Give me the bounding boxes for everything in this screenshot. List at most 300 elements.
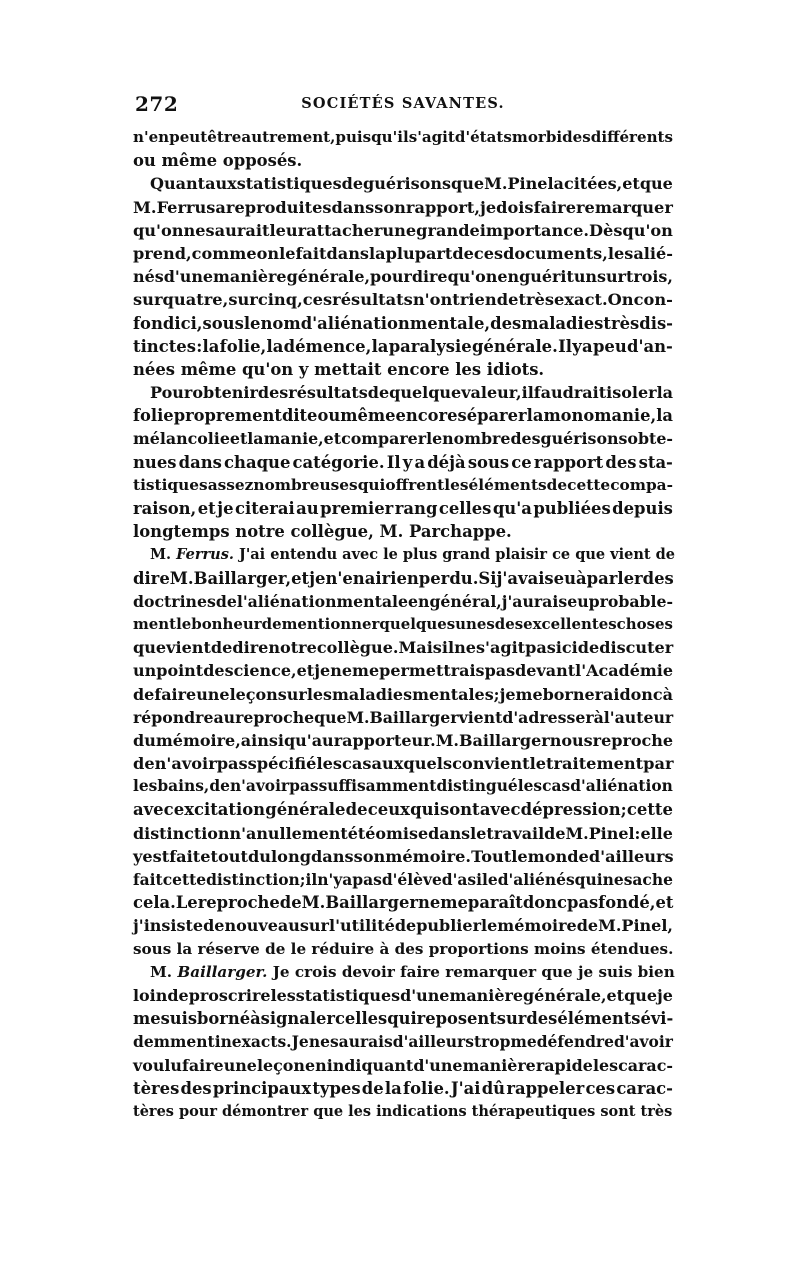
word: le xyxy=(529,754,547,774)
word: de xyxy=(215,591,237,611)
word: un xyxy=(573,267,597,287)
word: n'en xyxy=(325,568,365,588)
word: rapide xyxy=(535,1055,593,1075)
word: été xyxy=(347,823,376,843)
text-line xyxy=(133,219,673,242)
word: sta- xyxy=(638,452,673,472)
text-line xyxy=(133,1077,673,1100)
word: parler xyxy=(586,568,643,588)
word: loin xyxy=(133,985,168,1005)
word: de xyxy=(345,800,368,820)
word: discuter xyxy=(599,638,674,658)
text-line xyxy=(133,172,673,195)
word: par xyxy=(643,754,674,774)
word: me xyxy=(133,1009,161,1029)
word: la xyxy=(369,243,386,263)
word: quelque xyxy=(389,383,462,403)
word: qu'au xyxy=(283,730,334,750)
word: manière xyxy=(462,1055,536,1075)
word: y xyxy=(133,846,143,866)
word: générale, xyxy=(523,985,607,1005)
word: collègue. xyxy=(316,638,399,658)
word: Ferrus xyxy=(156,197,216,217)
word: n'y xyxy=(317,870,343,889)
word: qu'on xyxy=(447,267,498,287)
word: j'insiste xyxy=(133,916,204,936)
word: morbides xyxy=(511,128,591,146)
word: d'ailleurs xyxy=(392,1032,474,1052)
line-text: longtemps notre collègue, M. Parchappe. xyxy=(133,522,512,542)
word: sur xyxy=(277,684,307,704)
word: vient xyxy=(166,638,211,658)
word: est xyxy=(142,846,170,866)
word: distinction xyxy=(133,823,230,843)
word: obtenir xyxy=(192,383,258,403)
word: puisqu'il xyxy=(335,128,409,146)
word: paraît xyxy=(467,893,523,913)
word: ne xyxy=(308,1032,330,1052)
text-line xyxy=(133,358,673,381)
word: résultats xyxy=(332,290,413,310)
word: reproche xyxy=(235,707,315,727)
word: d'adresser xyxy=(502,707,594,727)
line-text: Je crois devoir faire remarquer que je suis bien xyxy=(267,962,675,981)
word: séparer xyxy=(457,406,527,426)
word: me xyxy=(510,1032,537,1052)
word: ce xyxy=(511,452,532,472)
word: proprement xyxy=(173,406,282,426)
word: et xyxy=(197,499,216,518)
word: ainsi xyxy=(240,730,284,750)
word: ne xyxy=(183,220,206,240)
text-line xyxy=(133,868,673,891)
word: travail xyxy=(486,823,545,843)
word: unes xyxy=(455,614,495,633)
word: M. xyxy=(484,174,508,194)
word: remarquer xyxy=(576,197,673,217)
word: ai xyxy=(364,568,382,588)
word: compa- xyxy=(610,475,673,494)
word: les xyxy=(444,475,469,494)
word: doctrines xyxy=(133,591,216,611)
word: des xyxy=(494,614,524,633)
word: que xyxy=(624,985,657,1005)
word: prend, xyxy=(133,243,192,263)
word: ment xyxy=(133,614,177,633)
word: cas xyxy=(342,754,372,774)
word: le xyxy=(481,916,498,936)
word: a xyxy=(342,870,353,889)
word: bornerai xyxy=(542,684,620,704)
word: indiquant xyxy=(326,1055,414,1075)
word: une xyxy=(223,1055,257,1075)
word: qui xyxy=(410,800,440,820)
word: demment xyxy=(133,1032,215,1052)
word: n'ont xyxy=(412,290,460,310)
word: une xyxy=(382,220,417,240)
word: nues xyxy=(133,452,177,472)
word: citées, xyxy=(563,174,623,194)
running-head xyxy=(133,92,673,126)
word: générale, xyxy=(286,267,371,287)
word: omise xyxy=(375,823,429,843)
word: auxquels xyxy=(371,754,453,774)
text-line xyxy=(133,1007,673,1030)
word: de xyxy=(203,916,225,936)
word: manie, xyxy=(263,429,324,449)
word: les xyxy=(133,777,158,796)
word: n'avoir xyxy=(154,754,217,774)
word: que xyxy=(451,174,485,194)
word: spécifié xyxy=(247,754,317,774)
word: sous xyxy=(467,452,510,472)
word: du xyxy=(133,730,156,750)
word: de xyxy=(210,638,233,658)
word: citerai xyxy=(234,499,295,518)
word: ne xyxy=(602,870,624,889)
word: je xyxy=(309,568,326,588)
speaker-name: Ferrus. xyxy=(176,546,234,564)
word: probable- xyxy=(588,591,674,611)
word: pas xyxy=(484,661,516,681)
word: alié- xyxy=(633,243,673,263)
word: traitement xyxy=(546,754,644,774)
word: exact. xyxy=(554,290,608,310)
word: assez xyxy=(207,475,254,494)
word: dans xyxy=(331,197,375,217)
word: ici, xyxy=(174,313,203,333)
word: des xyxy=(526,1009,558,1029)
word: monde xyxy=(527,846,589,866)
word: me xyxy=(515,684,543,704)
text-line xyxy=(133,752,673,775)
word: folie. xyxy=(403,1078,450,1098)
text-line xyxy=(133,404,673,427)
word: différents xyxy=(590,128,673,146)
text-line xyxy=(133,474,673,497)
word: a xyxy=(582,336,593,356)
line-text: J'ai entendu avec le plus grand plaisir ce que vient de xyxy=(233,546,675,564)
word: Pinel xyxy=(588,823,635,843)
word: Si xyxy=(478,568,497,588)
word: guérisons xyxy=(540,429,628,449)
word: types xyxy=(312,1078,361,1098)
word: tères xyxy=(133,1078,180,1098)
word: Tout xyxy=(471,846,512,866)
word: ces xyxy=(585,1078,616,1098)
word: la xyxy=(247,429,264,449)
word: générale xyxy=(265,800,346,820)
word: paralysie xyxy=(388,336,472,356)
word: Baillarger xyxy=(458,730,550,750)
word: être xyxy=(207,128,242,146)
text-line xyxy=(133,683,673,706)
word: manière xyxy=(449,985,523,1005)
word: mélancolie xyxy=(133,429,230,449)
word: qui xyxy=(387,1009,417,1029)
text-line xyxy=(133,1054,673,1077)
word: de xyxy=(546,475,568,494)
word: suffisamment xyxy=(318,777,437,796)
word: folie xyxy=(133,406,174,426)
text-line xyxy=(133,636,673,659)
word: évi- xyxy=(640,1009,674,1029)
word: guérit xyxy=(519,267,574,287)
text-line xyxy=(133,775,673,798)
word: les xyxy=(306,684,333,704)
word: de xyxy=(361,1078,384,1098)
word: maladies xyxy=(521,313,604,333)
word: Baillarger xyxy=(325,893,418,913)
word: son xyxy=(374,197,406,217)
word: avec xyxy=(479,800,521,820)
word: ne xyxy=(330,661,352,681)
word: n'avoir xyxy=(229,777,290,796)
word: ces xyxy=(302,290,333,310)
word: reposent xyxy=(416,1009,497,1029)
word: de xyxy=(496,290,519,310)
word: des xyxy=(510,429,541,449)
word: voulu xyxy=(133,1055,182,1075)
word: tistiques xyxy=(133,475,208,494)
word: aux xyxy=(205,174,237,194)
word: folie, xyxy=(219,336,267,356)
word: résultats xyxy=(288,383,368,403)
text-line xyxy=(133,961,673,984)
word: donc xyxy=(522,893,567,913)
word: d'une xyxy=(400,985,450,1005)
word: celles xyxy=(334,1009,388,1029)
word: eu xyxy=(553,568,577,588)
word: des xyxy=(642,568,674,588)
word: d'états xyxy=(454,128,512,146)
line-text: ou même opposés. xyxy=(133,151,303,171)
word: s'agit xyxy=(475,638,526,658)
word: a xyxy=(553,174,564,194)
word: rappeler xyxy=(506,1078,585,1098)
word: générale. xyxy=(471,336,558,356)
word: sur xyxy=(597,267,626,287)
word: mémoire, xyxy=(155,730,241,750)
text-line xyxy=(133,427,673,450)
word: je xyxy=(499,684,516,704)
word: maladies xyxy=(332,684,413,704)
word: d'une xyxy=(413,1055,463,1075)
word: dire xyxy=(411,267,448,287)
text-line xyxy=(133,891,673,914)
paragraph xyxy=(133,961,673,1123)
word: dépression; xyxy=(520,800,627,820)
running-title: SOCIÉTÉS SAVANTES. xyxy=(301,95,505,112)
text-line xyxy=(133,914,673,937)
word: dite xyxy=(281,406,318,426)
word: même xyxy=(340,406,396,426)
word: ne xyxy=(417,893,441,913)
word: comme xyxy=(191,243,257,263)
word: borné xyxy=(197,1009,251,1029)
word: les xyxy=(517,777,543,796)
word: perdu. xyxy=(418,568,479,588)
word: cette xyxy=(567,475,611,494)
word: à xyxy=(593,707,604,727)
word: dans xyxy=(428,823,471,843)
word: au xyxy=(296,499,319,518)
word: éléments xyxy=(557,1009,641,1029)
word: tout xyxy=(210,846,248,866)
word: la xyxy=(656,383,674,403)
word: peut xyxy=(169,128,208,146)
word: proscrire xyxy=(188,985,271,1005)
word: long xyxy=(271,846,312,866)
word: de xyxy=(341,174,364,194)
word: très xyxy=(603,313,640,333)
word: fond xyxy=(133,313,175,333)
word: le xyxy=(511,846,528,866)
word: raison, xyxy=(133,499,197,518)
word: Il xyxy=(386,452,401,472)
word: distinction; xyxy=(206,870,306,889)
word: sur xyxy=(133,290,163,310)
word: je xyxy=(314,661,331,681)
word: Pour xyxy=(150,383,193,403)
paragraph xyxy=(133,543,673,960)
word: s'agit xyxy=(408,128,455,146)
word: : xyxy=(634,823,641,843)
word: la xyxy=(202,336,220,356)
word: son xyxy=(353,846,386,866)
word: du xyxy=(248,846,272,866)
word: la xyxy=(371,336,389,356)
text-line xyxy=(133,312,673,335)
word: il xyxy=(305,870,318,889)
word: de xyxy=(452,243,474,263)
word: reproche xyxy=(592,730,674,750)
text-line xyxy=(133,845,673,868)
word: peu xyxy=(592,336,627,356)
word: chaque xyxy=(224,452,291,472)
text-line xyxy=(133,590,673,613)
word: plupart xyxy=(385,243,453,263)
word: ne xyxy=(454,638,476,658)
word: me xyxy=(440,893,468,913)
word: reproduites xyxy=(225,197,332,217)
text-line xyxy=(133,520,673,543)
word: leçon xyxy=(229,684,278,704)
word: dans xyxy=(178,452,222,472)
word: M. xyxy=(346,707,370,727)
line-text: tères pour démontrer que les indications thérapeutiques sont très xyxy=(133,1102,673,1120)
line-text: sous la réserve de le réduire à des proportions moins étendues. xyxy=(133,939,674,958)
word: Baillarger xyxy=(369,707,459,727)
word: le xyxy=(426,429,443,449)
word: faite xyxy=(169,846,211,866)
word: publier xyxy=(416,916,481,936)
word: dois xyxy=(496,197,534,217)
word: tinctes xyxy=(133,336,196,356)
word: que xyxy=(133,638,167,658)
word: le xyxy=(470,823,487,843)
word: fait xyxy=(295,243,327,263)
word: la xyxy=(656,406,673,426)
word: d'asile xyxy=(441,870,498,889)
word: la xyxy=(384,1078,402,1098)
word: rien xyxy=(459,290,497,310)
word: démence, xyxy=(283,336,372,356)
word: rapport, xyxy=(405,197,481,217)
word: premier xyxy=(320,499,394,518)
word: des xyxy=(257,383,289,403)
word: en xyxy=(408,591,430,611)
word: d'aliénation xyxy=(300,313,410,333)
word: ici xyxy=(555,638,578,658)
word: Pinel, xyxy=(621,916,673,936)
word: offrent xyxy=(385,475,445,494)
word: bonheur xyxy=(191,614,262,633)
word: On xyxy=(607,290,634,310)
word: reproche xyxy=(197,893,280,913)
word: l'auteur xyxy=(603,707,674,727)
word: cette xyxy=(162,870,207,889)
word: l'utilité xyxy=(329,916,395,936)
word: pas xyxy=(566,893,599,913)
text-line xyxy=(133,729,673,752)
text-line xyxy=(133,798,673,821)
word: à xyxy=(576,568,587,588)
word: a xyxy=(414,452,426,472)
word: vient xyxy=(458,707,503,727)
word: principaux xyxy=(212,1078,312,1098)
word: dans xyxy=(326,243,369,263)
paragraph xyxy=(133,381,673,543)
text-line xyxy=(133,659,673,682)
word: faudrait xyxy=(533,383,607,403)
text-line xyxy=(133,381,673,404)
word: Le xyxy=(175,893,198,913)
word: mémoire xyxy=(497,916,577,936)
text-line xyxy=(133,149,673,172)
word: des xyxy=(180,1078,212,1098)
text-line xyxy=(133,567,673,590)
word: mentales; xyxy=(412,684,500,704)
word: au xyxy=(213,707,236,727)
text-line xyxy=(133,613,673,636)
word: nullement xyxy=(256,823,348,843)
word: les xyxy=(316,754,343,774)
line-text: nées même qu'on y mettait encore les idiots. xyxy=(133,359,545,379)
word: y xyxy=(402,452,413,472)
word: qu'on xyxy=(133,220,184,240)
word: et xyxy=(606,985,625,1005)
text-line xyxy=(133,938,673,961)
word: catégorie. xyxy=(292,452,385,472)
speaker-prefix: M. xyxy=(150,962,178,981)
word: et xyxy=(229,429,248,449)
word: science, xyxy=(224,661,297,681)
word: faire xyxy=(154,684,197,704)
word: déjà xyxy=(427,452,466,472)
word: manière xyxy=(213,267,287,287)
word: de xyxy=(209,777,230,796)
word: statistiques xyxy=(295,985,401,1005)
word: trois, xyxy=(625,267,673,287)
text-line xyxy=(133,822,673,845)
word: d'avoir xyxy=(613,1032,673,1052)
word: mémoire. xyxy=(385,846,472,866)
word: le xyxy=(243,313,261,333)
word: leçon xyxy=(256,1055,305,1075)
word: de xyxy=(367,383,390,403)
word: eu xyxy=(567,591,589,611)
